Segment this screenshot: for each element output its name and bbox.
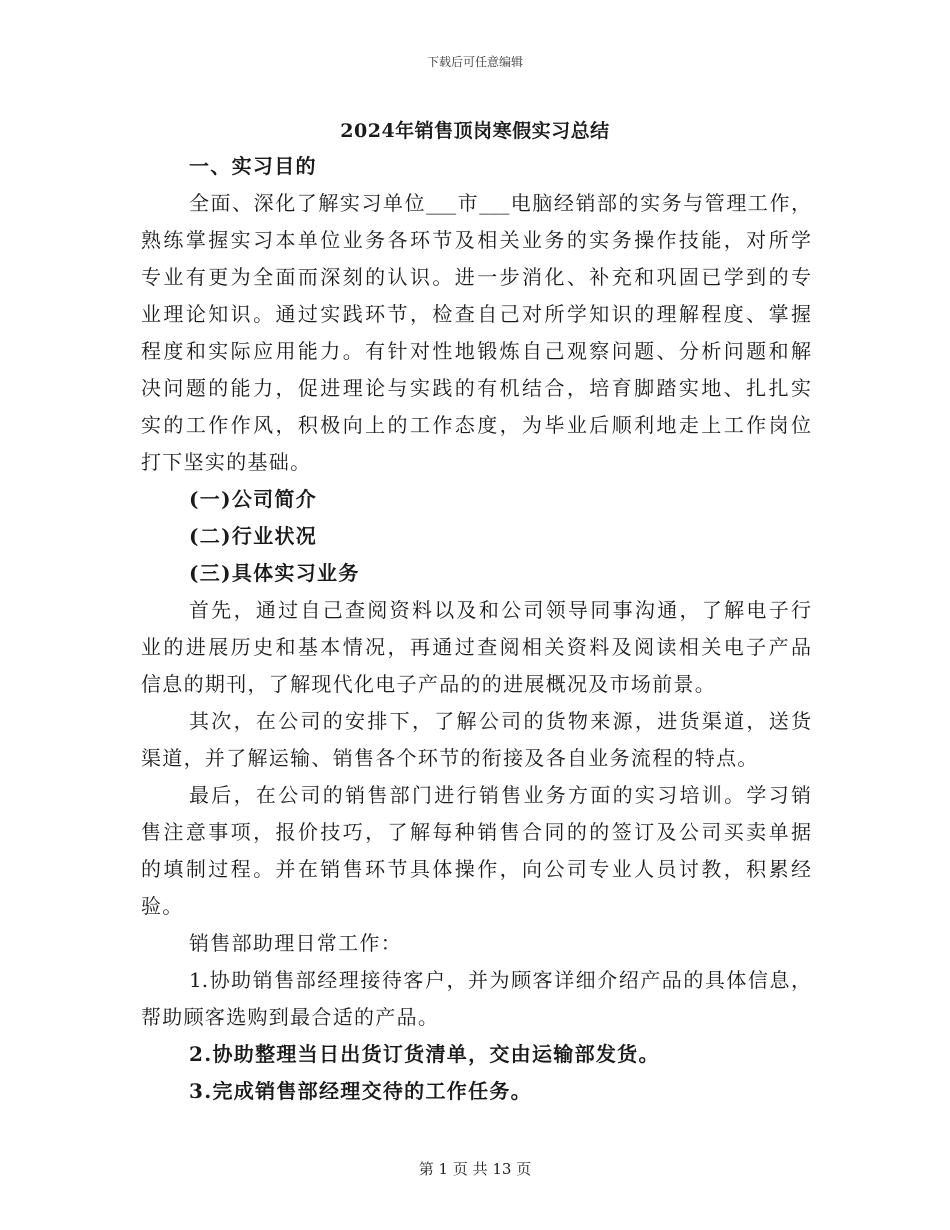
- list-item: 1.协助销售部经理接待客户，并为顾客详细介绍产品的具体信息，: [189, 968, 811, 992]
- paragraph-line: 全面、深化了解实习单位___市___电脑经销部的实务与管理工作，: [189, 191, 811, 215]
- paragraph-line: 业的进展历史和基本情况，再通过查阅相关资料及阅读相关电子产品: [141, 635, 811, 659]
- paragraph-line: 专业有更为全面而深刻的认识。进一步消化、补充和巩固已学到的专: [141, 265, 811, 289]
- paragraph-line: 程度和实际应用能力。有针对性地锻炼自己观察问题、分析问题和解: [141, 339, 811, 363]
- paragraph-line: 决问题的能力，促进理论与实践的有机结合，培育脚踏实地、扎扎实: [141, 376, 811, 400]
- paragraph-line: 其次，在公司的安排下，了解公司的货物来源，进货渠道，送货: [189, 709, 811, 733]
- subheading-business: (三)具体实习业务: [189, 561, 360, 585]
- paragraph-line: 业理论知识。通过实践环节，检查自己对所学知识的理解程度、掌握: [141, 302, 811, 326]
- header-note: 下载后可任意编辑: [426, 55, 523, 69]
- paragraph-line: 的填制过程。并在销售环节具体操作，向公司专业人员讨教，积累经: [141, 857, 811, 881]
- paragraph-line: 售注意事项，报价技巧，了解每种销售合同的的签订及公司买卖单据: [141, 820, 811, 844]
- paragraph-line: 验。: [141, 894, 184, 918]
- paragraph-line: 首先，通过自己查阅资料以及和公司领导同事沟通，了解电子行: [189, 598, 811, 622]
- paragraph-line: 实的工作作风，积极向上的工作态度，为毕业后顺利地走上工作岗位: [141, 413, 811, 437]
- document-body: [141, 148, 811, 1110]
- list-item: 3.完成销售部经理交待的工作任务。: [189, 1079, 532, 1103]
- document-title: 2024年销售顶岗寒假实习总结: [340, 120, 610, 142]
- subheading-industry: (二)行业状况: [189, 524, 318, 548]
- paragraph-line: 熟练掌握实习本单位业务各环节及相关业务的实务操作技能，对所学: [141, 228, 811, 252]
- paragraph-line: 渠道，并了解运输、销售各个环节的衔接及各自业务流程的特点。: [141, 746, 759, 770]
- list-item-continuation: 帮助顾客选购到最合适的产品。: [141, 1005, 440, 1029]
- paragraph-line: 打下坚实的基础。: [141, 450, 312, 474]
- section-heading: 一、实习目的: [189, 154, 317, 178]
- paragraph-line: 信息的期刊，了解现代化电子产品的的进展概况及市场前景。: [141, 672, 717, 696]
- paragraph-line: 最后，在公司的销售部门进行销售业务方面的实习培训。学习销: [189, 783, 811, 807]
- page-footer: 第 1 页 共 13 页: [418, 1160, 532, 1178]
- list-item: 2.协助整理当日出货订货清单，交由运输部发货。: [189, 1042, 660, 1066]
- daily-work-intro: 销售部助理日常工作：: [189, 931, 402, 955]
- subheading-company: (一)公司简介: [189, 487, 318, 511]
